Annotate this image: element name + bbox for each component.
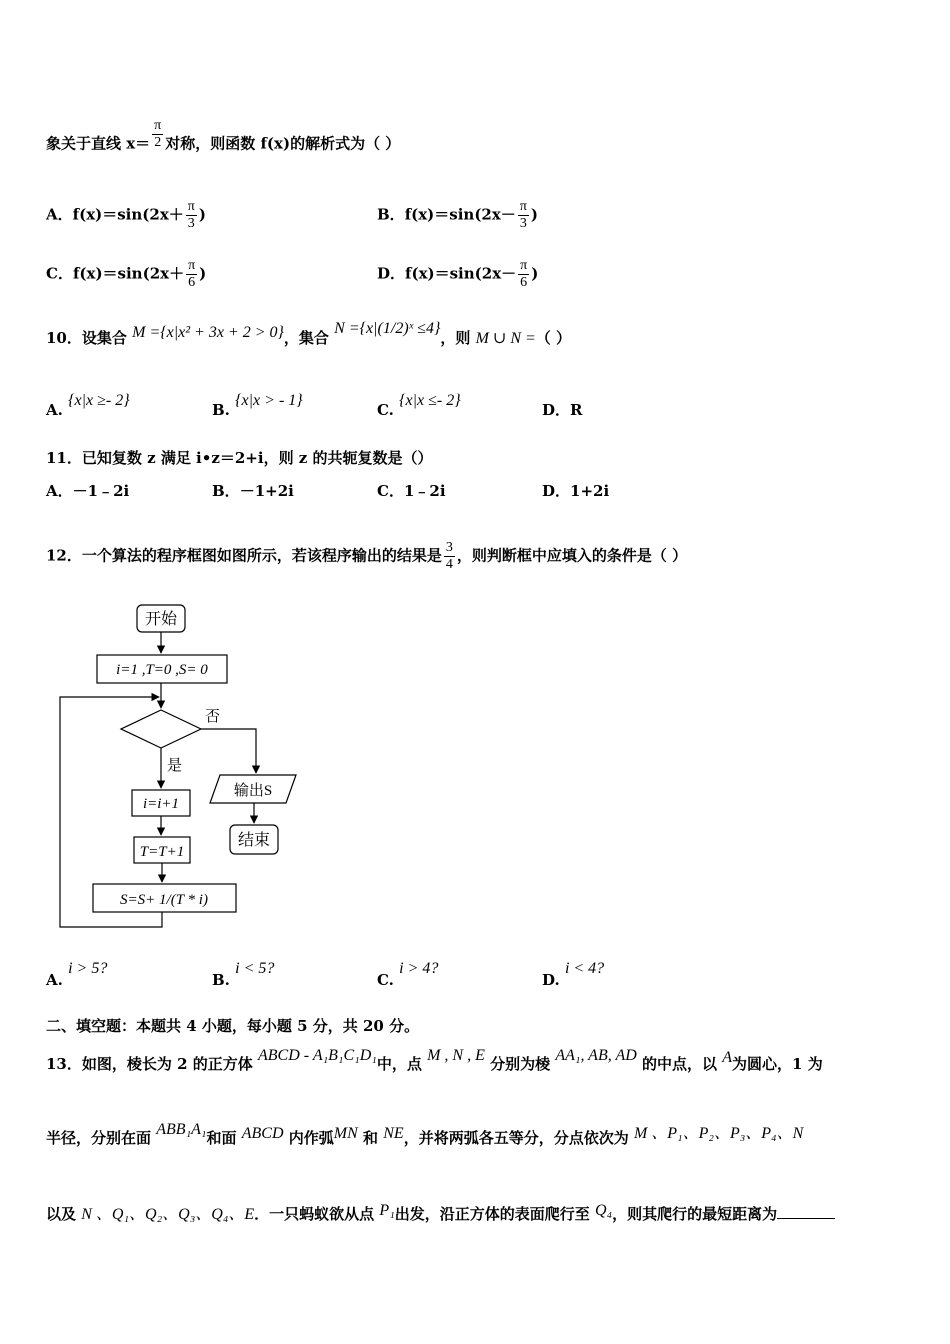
q13-center: A <box>722 1049 733 1066</box>
q13-text: 13．如图，棱长为 2 的正方体 <box>46 1055 253 1073</box>
q13-text: 和面 <box>206 1129 237 1147</box>
option-post: ) <box>199 264 207 283</box>
q13-text: 为圆心，1 为 <box>732 1055 823 1073</box>
q13-text: 分别为棱 <box>490 1055 551 1073</box>
q9-stem-b: 对称，则函数 f(x)的解析式为（ ） <box>165 134 401 153</box>
q13-cube: ABCD - A₁B₁C₁D₁ <box>258 1047 377 1064</box>
frac-num: π <box>188 258 196 273</box>
q13-text: 以及 <box>46 1205 77 1223</box>
q11-stem: 11．已知复数 z 满足 i•z＝2+i，则 z 的共轭复数是（） <box>46 449 433 467</box>
frac-num: π <box>520 258 528 273</box>
option-frac <box>186 258 197 291</box>
option-label: D． <box>542 401 571 419</box>
option-value: i > 4? <box>399 960 439 977</box>
option-post: ) <box>531 264 539 283</box>
option-post: ) <box>198 205 206 224</box>
q13-seq1: M 、P₁、P₂、P₃、P₄、N <box>633 1125 804 1142</box>
flow-step3-text: S=S+ 1/(T * i) <box>120 892 208 908</box>
q11-option-d[interactable] <box>542 481 609 501</box>
flow-step1-text: i=i+1 <box>142 796 180 812</box>
q13-face1: ABB₁A₁ <box>156 1121 207 1138</box>
q10-prefix: 10．设集合 <box>46 329 127 347</box>
option-value: 1+2i <box>570 482 610 500</box>
q10-set-m: M ={x|x² + 3x + 2 > 0} <box>132 324 284 341</box>
q13-line-2 <box>46 1121 804 1149</box>
option-label: D. <box>542 971 560 989</box>
q13-edges: AA₁, AB, AD <box>555 1047 637 1064</box>
q9-option-a[interactable] <box>46 199 206 232</box>
option-label: C. <box>377 971 394 989</box>
flow-step2-text: T=T+1 <box>139 844 185 860</box>
option-frac <box>518 258 529 291</box>
q12-option-b[interactable] <box>212 960 275 991</box>
section-heading: 二、填空题：本题共 4 小题，每小题 5 分，共 20 分。 <box>46 1017 420 1035</box>
q13-seq2: N 、Q₁、Q₂、Q₃、Q₄、E <box>81 1206 255 1223</box>
q10-mid: ，集合 <box>283 329 329 347</box>
q13-text: 出发，沿正方体的表面爬行至 <box>394 1205 590 1223</box>
q13-q4: Q₄ <box>595 1202 613 1219</box>
q13-text: ，则其爬行的最短距离为 <box>612 1205 778 1223</box>
q12-option-a[interactable] <box>46 960 108 991</box>
q11-option-b[interactable] <box>212 481 294 501</box>
q13-text: 半径，分别在面 <box>46 1129 152 1147</box>
option-label: A． <box>46 482 73 500</box>
frac-den: 6 <box>188 275 196 290</box>
q9-stem-a: 象关于直线 x＝ <box>46 134 151 153</box>
option-label: D． <box>377 264 406 283</box>
frac-den: 3 <box>187 216 195 231</box>
q10-option-b[interactable] <box>212 392 303 421</box>
q10-paren: （ ） <box>535 329 572 347</box>
q11-option-a[interactable] <box>46 481 129 501</box>
option-post: ) <box>530 205 538 224</box>
q13-text: 中，点 <box>376 1055 422 1073</box>
q9-stem-frac <box>152 118 163 151</box>
q13-text: 内作弧 <box>288 1129 334 1147</box>
flow-end-text: 结束 <box>237 832 271 849</box>
q13-text: ，并将两弧各五等分，分点依次为 <box>403 1129 629 1147</box>
option-value: i > 5? <box>68 960 108 977</box>
flow-no-label: 否 <box>205 709 221 725</box>
frac-num: π <box>154 118 162 133</box>
q10-option-d[interactable] <box>542 400 582 420</box>
option-value: i < 5? <box>235 960 275 977</box>
q13-face2: ABCD <box>241 1125 284 1142</box>
q9-stem <box>46 118 401 161</box>
q13-line-1 <box>46 1047 823 1075</box>
option-pre: f(x)＝sin(2x－ <box>404 205 516 224</box>
frac-den: 2 <box>154 135 162 150</box>
option-label: A. <box>46 401 63 419</box>
frac-num: 3 <box>445 540 453 555</box>
option-label: A. <box>46 971 63 989</box>
q13-text: ．一只蚂蚁欲从点 <box>254 1205 375 1223</box>
q9-option-d[interactable] <box>377 258 538 291</box>
option-value: －1﹣2i <box>72 482 130 500</box>
q10-option-c[interactable] <box>377 392 461 421</box>
option-value: －1+2i <box>239 482 294 500</box>
option-frac <box>518 199 529 232</box>
q10-set-n: N ={x|(1/2)ˣ ≤4} <box>334 320 441 337</box>
q9-option-c[interactable] <box>46 258 206 291</box>
option-label: D． <box>542 482 571 500</box>
q10-option-a[interactable] <box>46 392 130 421</box>
option-value: R <box>570 401 583 419</box>
option-label: C. <box>377 401 394 419</box>
option-label: C． <box>46 264 73 283</box>
q13-p1: P₁ <box>379 1202 395 1219</box>
flow-init-text: i=1 ,T=0 ,S= 0 <box>116 662 208 678</box>
q13-points: M , N , E <box>427 1047 485 1064</box>
option-frac <box>186 199 197 232</box>
flowchart <box>50 600 310 935</box>
option-label: B. <box>212 971 230 989</box>
flow-start-text: 开始 <box>144 611 178 628</box>
option-pre: f(x)＝sin(2x＋ <box>72 264 185 283</box>
option-label: A． <box>46 205 73 224</box>
option-value: {x|x ≤- 2} <box>399 392 461 409</box>
q10-tail: ，则 <box>440 329 471 347</box>
q12-option-d[interactable] <box>542 960 605 991</box>
q10-expr: M ∪ N = <box>475 330 536 347</box>
option-label: B． <box>377 205 405 224</box>
q13-arc1: MN <box>333 1125 358 1142</box>
option-label: B. <box>212 401 230 419</box>
q13-arc2: NE <box>383 1125 404 1142</box>
option-value: {x|x > - 1} <box>235 392 303 409</box>
frac-num: π <box>187 199 195 214</box>
option-value: {x|x ≥- 2} <box>68 392 130 409</box>
option-value: i < 4? <box>564 960 605 977</box>
flow-no-line <box>201 729 256 773</box>
option-pre: f(x)＝sin(2x＋ <box>72 205 184 224</box>
frac-den: 4 <box>445 557 453 572</box>
option-value: 1﹣2i <box>403 482 446 500</box>
q12-stem <box>46 540 687 573</box>
flow-yes-label: 是 <box>167 758 183 774</box>
frac-den: 3 <box>519 216 527 231</box>
option-pre: f(x)＝sin(2x－ <box>405 264 517 283</box>
q13-text: 和 <box>362 1129 378 1147</box>
q13-line-3 <box>46 1204 835 1225</box>
q12-option-c[interactable] <box>377 960 439 991</box>
q13-text: 的中点，以 <box>642 1055 718 1073</box>
frac-num: π <box>519 199 527 214</box>
q9-option-b[interactable] <box>377 199 538 232</box>
q12-frac <box>444 540 455 573</box>
answer-blank[interactable] <box>777 1204 835 1219</box>
q10-stem <box>46 320 572 349</box>
flow-output-text: 输出S <box>233 783 273 799</box>
option-label: B． <box>212 482 240 500</box>
q11-option-c[interactable] <box>377 481 446 501</box>
option-label: C． <box>377 482 404 500</box>
q12-stem-b: ，则判断框中应填入的条件是（ ） <box>456 546 688 565</box>
q12-stem-a: 12．一个算法的程序框图如图所示，若该程序输出的结果是 <box>46 546 442 565</box>
frac-den: 6 <box>520 275 528 290</box>
flow-decision <box>121 710 201 748</box>
